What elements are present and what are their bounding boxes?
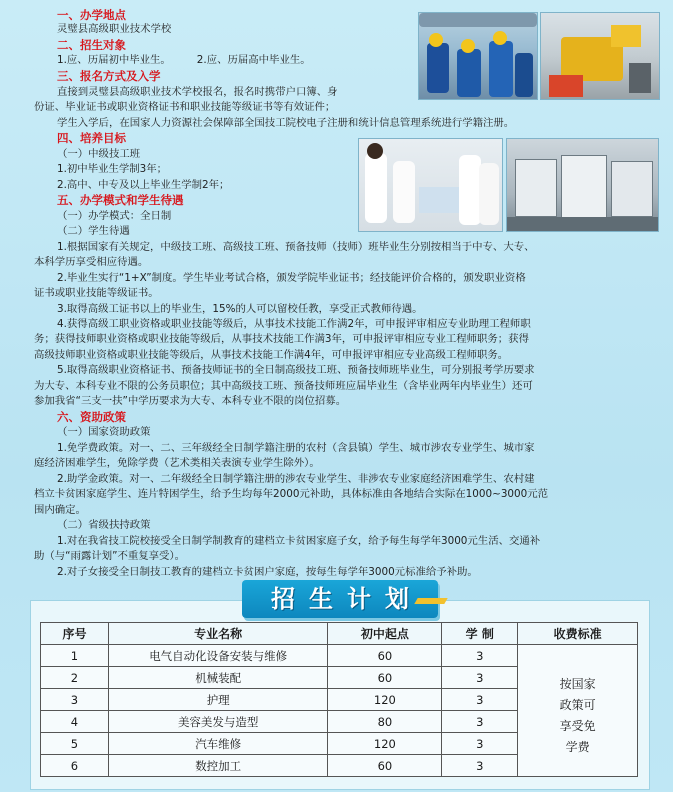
enrollment-plan-table bbox=[40, 622, 638, 777]
row-major: 护理 bbox=[108, 689, 328, 711]
row-number: 4 bbox=[41, 711, 109, 733]
section-title-targets: 二、招生对象 bbox=[57, 38, 126, 52]
benefit-3: 3.取得高级工证书以上的毕业生，15%的人可以留校任教，享受正式教师待遇。 bbox=[57, 303, 423, 315]
funding-subtitle-2: （二）省级扶持政策 bbox=[57, 519, 151, 531]
row-number: 2 bbox=[41, 667, 109, 689]
funding-4: 2.对子女接受全日制技工教育的建档立卡贫困户家庭，按每生每学年3000元标准给予补助。 bbox=[57, 566, 478, 578]
row-major: 电气自动化设备安装与维修 bbox=[108, 645, 328, 667]
row-count: 120 bbox=[328, 733, 442, 755]
table-header-row bbox=[41, 623, 638, 645]
goals-line-1: 1.初中毕业生学制3年； bbox=[57, 163, 168, 175]
row-years: 3 bbox=[442, 667, 518, 689]
row-years: 3 bbox=[442, 733, 518, 755]
fee-line: 学费 bbox=[565, 739, 590, 754]
mode-subtitle-1: （一）办学模式：全日制 bbox=[57, 210, 172, 222]
section-title-funding: 六、资助政策 bbox=[57, 410, 126, 424]
row-count: 60 bbox=[328, 667, 442, 689]
benefit-2-line-1: 2.毕业生实行“1+X”制度。学生毕业考试合格，颁发学院毕业证书；经技能评价合格的，颁发职业资格 bbox=[57, 272, 526, 284]
industrial-machine-photo bbox=[540, 12, 660, 100]
funding-1-line-2: 庭经济困难学生，免除学费（艺术类相关表演专业学生除外）。 bbox=[34, 457, 320, 469]
fee-line: 享受免 bbox=[559, 718, 596, 733]
section-title-location: 一、办学地点 bbox=[57, 8, 126, 22]
nursing-students-photo bbox=[358, 138, 503, 232]
benefit-1-line-1: 1.根据国家有关规定，中级技工班、高级技工班、预备技师（技师）班毕业生分别按相当于中专、大专、 bbox=[57, 241, 535, 253]
header-fee: 收费标准 bbox=[518, 623, 638, 645]
fee-line: 按国家 bbox=[559, 676, 596, 691]
factory-workers-photo bbox=[418, 12, 538, 100]
section-title-mode: 五、办学模式和学生待遇 bbox=[57, 193, 184, 207]
funding-subtitle-1: （一）国家资助政策 bbox=[57, 426, 151, 438]
row-number: 1 bbox=[41, 645, 109, 667]
row-number: 3 bbox=[41, 689, 109, 711]
school-name: 灵璧县高级职业技术学校 bbox=[57, 23, 172, 35]
row-major: 美容美发与造型 bbox=[108, 711, 328, 733]
row-years: 3 bbox=[442, 645, 518, 667]
row-years: 3 bbox=[442, 755, 518, 777]
header-years: 学 制 bbox=[442, 623, 518, 645]
registration-line-1: 直接到灵璧县高级职业技术学校报名，报名时携带户口簿、身 bbox=[57, 86, 338, 98]
mode-subtitle-2: （二）学生待遇 bbox=[57, 225, 130, 237]
benefit-1-line-2: 本科学历享受相应待遇。 bbox=[34, 256, 149, 268]
registration-line-3: 学生入学后，在国家人力资源社会保障部全国技工院校电子注册和统计信息管理系统进行学籍注册。 bbox=[57, 117, 515, 129]
goals-line-2: 2.高中、中专及以上毕业生学制2年； bbox=[57, 179, 230, 191]
header-major: 专业名称 bbox=[108, 623, 328, 645]
enrollment-plan-banner bbox=[242, 580, 438, 618]
funding-2-line-1: 2.助学金政策。对一、二年级经全日制学籍注册的涉农专业学生、非涉农专业家庭经济困难学生、农村建 bbox=[57, 473, 535, 485]
goals-subtitle: （一）中级技工班 bbox=[57, 148, 141, 160]
row-major: 数控加工 bbox=[108, 755, 328, 777]
table-row bbox=[41, 645, 638, 667]
registration-line-2: 份证、毕业证书或职业资格证书和职业技能等级证书等有效证件； bbox=[34, 101, 336, 113]
funding-2-line-2: 档立卡贫困家庭学生、连片特困学生，给予生均每年2000元补助，具体标准由各地结合实际在1000~3000元范 bbox=[34, 488, 549, 500]
benefit-4-line-3: 高级技师职业资格或职业技能等级后，从事技术技能工作满4年，可申报评审相应专业高级工程师职务。 bbox=[34, 349, 509, 361]
benefit-4-line-1: 4.获得高级工职业资格或职业技能等级后，从事技术技能工作满2年，可申报评审相应专业助理工程师职 bbox=[57, 318, 531, 330]
benefit-5-line-3: 参加我省“三支一扶”中学历要求为大专、本科专业不限的岗位招募。 bbox=[34, 395, 347, 407]
row-years: 3 bbox=[442, 689, 518, 711]
section-title-registration: 三、报名方式及入学 bbox=[57, 69, 161, 83]
row-number: 5 bbox=[41, 733, 109, 755]
header-number: 序号 bbox=[41, 623, 109, 645]
row-number: 6 bbox=[41, 755, 109, 777]
benefit-5-line-1: 5.取得高级职业资格证书、预备技师证书的全日制高级技工班、预备技师班毕业生，可分别报考学历要求 bbox=[57, 364, 535, 376]
enrollment-plan-title: 招生计划 bbox=[271, 585, 423, 613]
funding-1-line-1: 1.免学费政策。对一、二、三年级经全日制学籍注册的农村（含县镇）学生、城市涉农专业学生、城市家 bbox=[57, 442, 535, 454]
funding-2-line-3: 围内确定。 bbox=[34, 504, 86, 516]
benefit-5-line-2: 为大专、本科专业不限的公务员职位；其中高级技工班、预备技师班应届毕业生（含毕业两年内毕业生）还可 bbox=[34, 380, 533, 392]
section-title-goals: 四、培养目标 bbox=[57, 131, 126, 145]
fee-standard-cell bbox=[518, 645, 638, 777]
funding-3-line-1: 1.对在我省技工院校接受全日制学制教育的建档立卡贫困家庭子女，给予每生每学年3000元生活、交通补 bbox=[57, 535, 541, 547]
funding-3-line-2: 助（与“雨露计划”不重复享受）。 bbox=[34, 550, 186, 562]
row-count: 60 bbox=[328, 645, 442, 667]
fee-line: 政策可 bbox=[559, 697, 596, 712]
benefit-2-line-2: 证书或职业技能等级证书。 bbox=[34, 287, 159, 299]
row-count: 60 bbox=[328, 755, 442, 777]
benefit-4-line-2: 务；获得技师职业资格或职业技能等级后，从事技术技能工作满3年，可申报评审相应专业工程师职务；获得 bbox=[34, 333, 529, 345]
row-count: 80 bbox=[328, 711, 442, 733]
row-major: 汽车维修 bbox=[108, 733, 328, 755]
row-count: 120 bbox=[328, 689, 442, 711]
header-count: 初中起点 bbox=[328, 623, 442, 645]
row-major: 机械装配 bbox=[108, 667, 328, 689]
cnc-workshop-photo bbox=[506, 138, 659, 232]
row-years: 3 bbox=[442, 711, 518, 733]
targets-text: 1.应、历届初中毕业生。 2.应、历届高中毕业生。 bbox=[57, 54, 311, 66]
